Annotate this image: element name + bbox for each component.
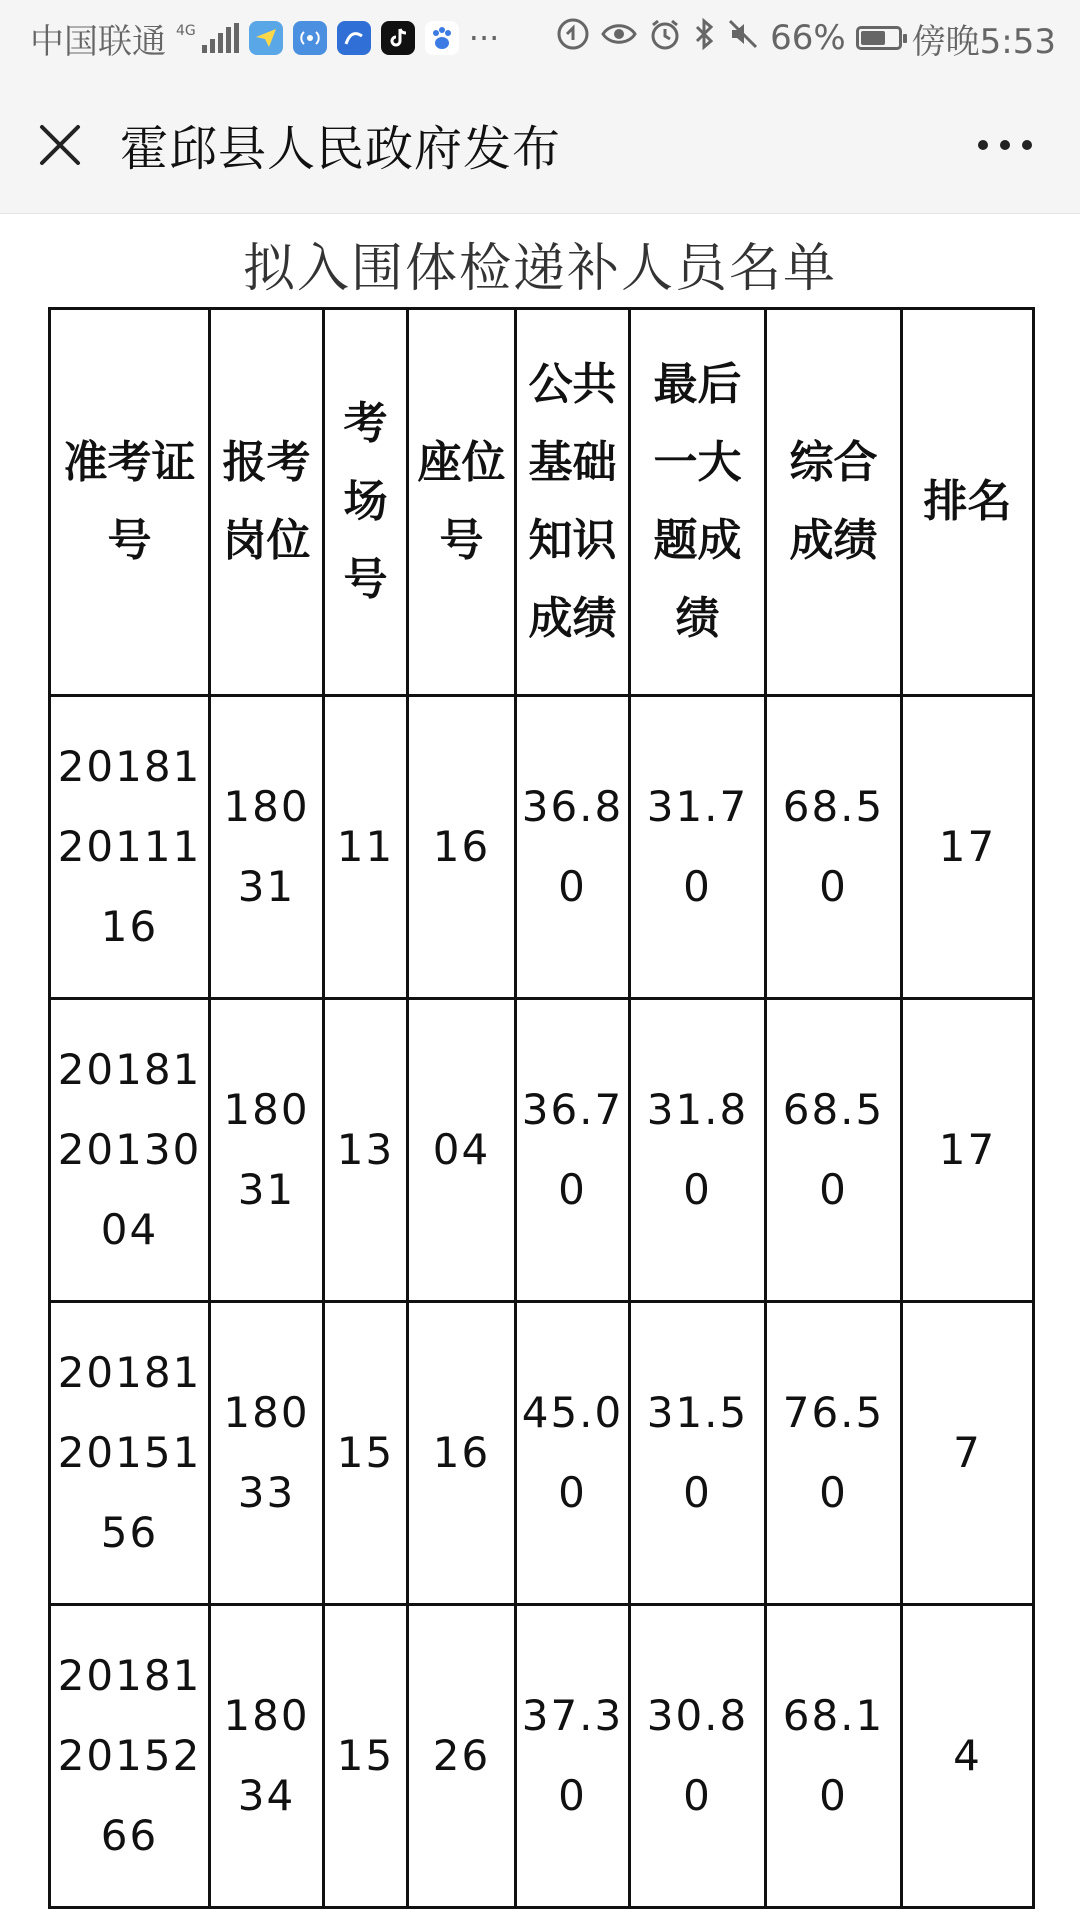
public-knowledge-score-cell: 37.30 <box>516 1605 630 1908</box>
header-cell: 综合成绩 <box>766 309 902 696</box>
clock: 傍晚5:53 <box>911 21 1056 62</box>
battery-percent: 66% <box>770 18 846 58</box>
last-question-score-cell: 31.80 <box>630 999 766 1302</box>
hd-call-icon <box>556 17 590 60</box>
exam-room-cell: 15 <box>324 1302 408 1605</box>
candidate-table <box>48 307 1035 1909</box>
network-type-label: 4G <box>176 23 196 39</box>
table-row <box>50 1302 1034 1605</box>
table-row <box>50 1605 1034 1908</box>
seat-cell: 04 <box>408 999 516 1302</box>
total-score-cell: 68.10 <box>766 1605 902 1908</box>
public-knowledge-score-cell: 36.80 <box>516 696 630 999</box>
paper-plane-app-icon <box>249 21 283 55</box>
rank-cell: 17 <box>902 696 1034 999</box>
total-score-cell: 76.50 <box>766 1302 902 1605</box>
news-app-icon <box>337 21 371 55</box>
status-left <box>30 14 499 63</box>
exam-room-cell: 13 <box>324 999 408 1302</box>
position-cell: 18031 <box>210 696 324 999</box>
status-right <box>556 14 1056 63</box>
public-knowledge-score-cell: 36.70 <box>516 999 630 1302</box>
battery-icon <box>856 26 902 50</box>
position-cell: 18033 <box>210 1302 324 1605</box>
page-title: 霍邱县人民政府发布 <box>120 121 562 177</box>
eye-icon <box>600 17 638 60</box>
exam-id-cell: 201812015156 <box>50 1302 210 1605</box>
table-row <box>50 696 1034 999</box>
seat-cell: 26 <box>408 1605 516 1908</box>
last-question-score-cell: 31.70 <box>630 696 766 999</box>
alarm-icon <box>648 17 682 60</box>
navigation-bar <box>0 76 1080 214</box>
tiktok-app-icon <box>381 21 415 55</box>
exam-room-cell: 15 <box>324 1605 408 1908</box>
total-score-cell: 68.50 <box>766 696 902 999</box>
close-icon <box>38 123 82 167</box>
bluetooth-icon <box>692 17 716 60</box>
wireless-app-icon <box>293 21 327 55</box>
document-title: 拟入围体检递补人员名单 <box>242 239 837 299</box>
close-button[interactable] <box>0 76 120 214</box>
last-question-score-cell: 31.50 <box>630 1302 766 1605</box>
rank-cell: 17 <box>902 999 1034 1302</box>
header-cell: 报考岗位 <box>210 309 324 696</box>
seat-cell: 16 <box>408 1302 516 1605</box>
header-cell: 公共基础知识成绩 <box>516 309 630 696</box>
header-cell: 排名 <box>902 309 1034 696</box>
signal-icon <box>176 23 239 53</box>
table-row <box>50 999 1034 1302</box>
rank-cell: 4 <box>902 1605 1034 1908</box>
article-content[interactable] <box>0 215 1080 1920</box>
more-options-button[interactable] <box>960 76 1050 214</box>
table-header-row <box>50 309 1034 696</box>
battery-level <box>861 31 885 45</box>
public-knowledge-score-cell: 45.00 <box>516 1302 630 1605</box>
exam-id-cell: 201812015266 <box>50 1605 210 1908</box>
total-score-cell: 68.50 <box>766 999 902 1302</box>
header-cell: 考场号 <box>324 309 408 696</box>
header-cell: 准考证号 <box>50 309 210 696</box>
more-notifications: ··· <box>468 19 500 57</box>
position-cell: 18031 <box>210 999 324 1302</box>
more-icon <box>977 139 1033 151</box>
header-cell: 最后一大题成绩 <box>630 309 766 696</box>
position-cell: 18034 <box>210 1605 324 1908</box>
last-question-score-cell: 30.80 <box>630 1605 766 1908</box>
rank-cell: 7 <box>902 1302 1034 1605</box>
mute-icon <box>726 17 760 60</box>
baidu-app-icon <box>425 21 459 55</box>
exam-room-cell: 11 <box>324 696 408 999</box>
carrier-name: 中国联通 <box>30 21 166 62</box>
header-cell: 座位号 <box>408 309 516 696</box>
exam-id-cell: 201812011116 <box>50 696 210 999</box>
exam-id-cell: 201812013004 <box>50 999 210 1302</box>
status-bar <box>0 0 1080 76</box>
seat-cell: 16 <box>408 696 516 999</box>
